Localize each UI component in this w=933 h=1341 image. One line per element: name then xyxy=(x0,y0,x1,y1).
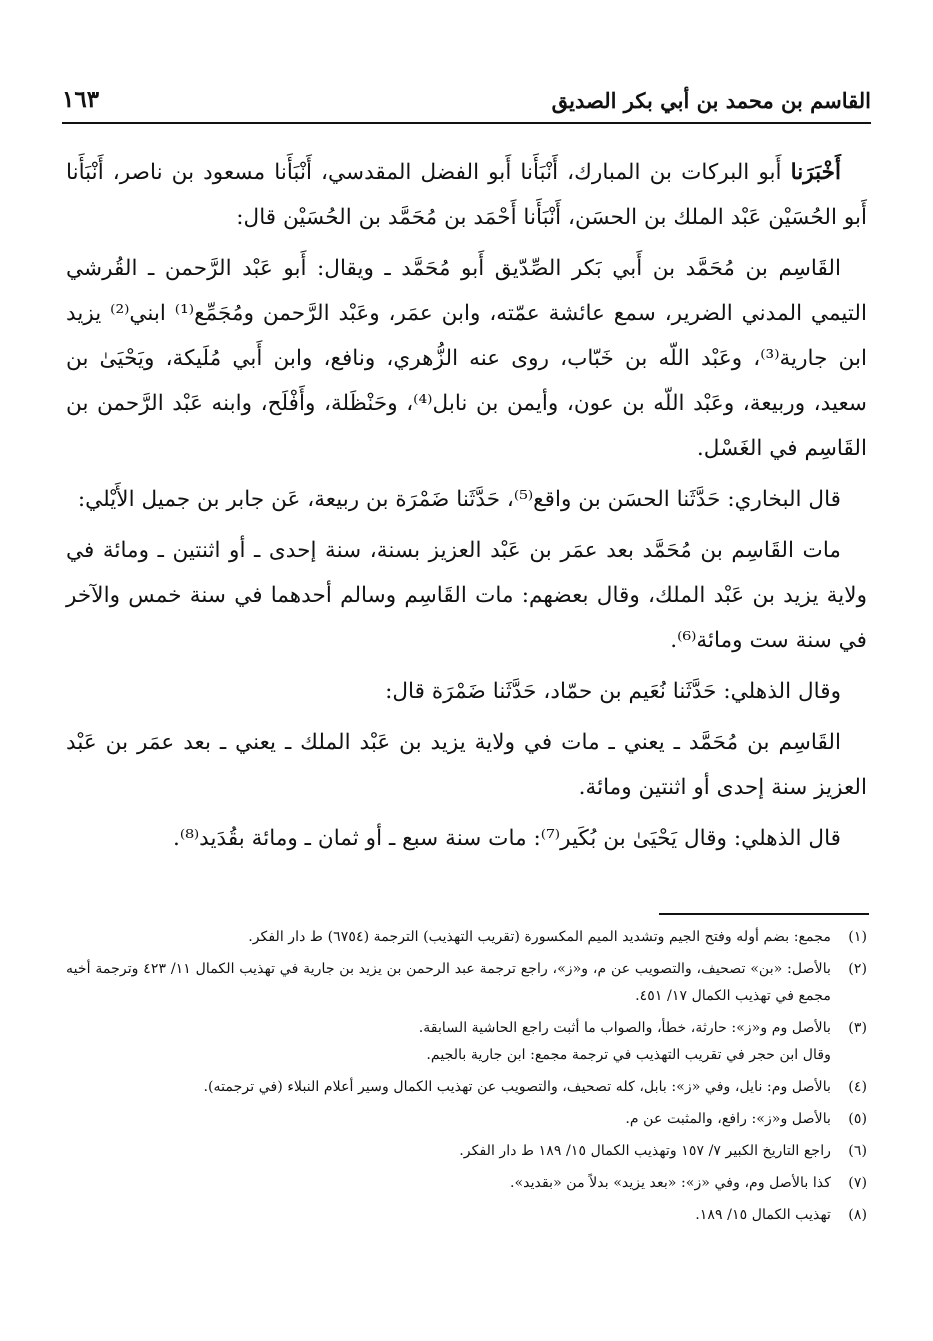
paragraph xyxy=(66,669,867,714)
paragraph xyxy=(66,528,867,663)
footnote-text: تهذيب الكمال ١٥/ ١٨٩. xyxy=(695,1207,831,1223)
footnote xyxy=(66,1202,867,1229)
header-rule xyxy=(62,122,871,124)
footnote-number: (٦) xyxy=(848,1143,867,1159)
footnote-number: (٨) xyxy=(848,1207,867,1223)
footnote-text: مجمع: بضم أوله وفتح الجيم وتشديد الميم المكسورة (تقريب التهذيب) الترجمة (٦٧٥٤) ط دار الفكر. xyxy=(248,929,831,945)
footnote xyxy=(66,1106,867,1133)
footnote-text: بالأصل: «بن» تصحيف، والتصويب عن م، و«ز»، راجع ترجمة عبد الرحمن بن يزيد بن جارية في تهذيب الكمال ١١/ ٤٢٣ وترجمة أخيه مجمع في تهذيب الكمال ١٧/ ٤٥١. xyxy=(66,961,831,1004)
footnote-number: (٧) xyxy=(848,1175,867,1191)
paragraph xyxy=(66,816,867,861)
paragraph xyxy=(66,477,867,522)
footnote-rule xyxy=(659,913,869,915)
footnotes xyxy=(66,924,867,1234)
main-text xyxy=(66,150,867,867)
running-title: القاسم بن محمد بن أبي بكر الصديق xyxy=(551,88,871,113)
paragraph-text: قال البخاري: حَدَّثَنا الحسَن بن واقع⁽⁵⁾، حَدَّثَنا ضَمْرَة بن ربيعة، عَن جابر بن جميل الأَيْلي: xyxy=(77,487,841,512)
footnote-text: راجع التاريخ الكبير ٧/ ١٥٧ وتهذيب الكمال ١٥/ ١٨٩ ط دار الفكر. xyxy=(459,1143,831,1159)
paragraph xyxy=(66,246,867,471)
footnote-number: (٥) xyxy=(848,1111,867,1127)
page-number: ١٦٣ xyxy=(62,86,100,113)
footnote xyxy=(66,924,867,951)
footnote-text: بالأصل وم: نايل، وفي «ز»: بابل، كله تصحيف، والتصويب عن تهذيب الكمال وسير أعلام النبلاء (في ترجمته). xyxy=(203,1079,831,1095)
paragraph xyxy=(66,150,867,240)
footnote-text: وقال ابن حجر في تقريب التهذيب في ترجمة مجمع: ابن جارية بالجيم. xyxy=(426,1047,831,1063)
paragraph-lead: أَخْبَرَنا xyxy=(790,160,841,185)
paragraph-text: أَبو البركات بن المبارك، أَنْبَأَنا أَبو الفضل المقدسي، أَنْبَأَنا مسعود بن ناصر، أَنْبَأَنا أَبو الحُسَيْن عَبْد الملك بن الحسَن، أَنْبَأَنا أَحْمَد بن مُحَمَّد بن الحُسَيْن قال: xyxy=(66,160,867,230)
page-header xyxy=(62,88,871,120)
footnote xyxy=(66,1074,867,1101)
paragraph-text: القَاسِم بن مُحَمَّد بن أَبي بَكر الصِّدّيق أَبو مُحَمَّد ـ ويقال: أَبو عَبْد الرَّحمن ـ القُرشي التيمي المدني الضرير، سمع عائشة عمّته، وابن عمَر، وعَبْد الرَّحمن ومُجَمِّع⁽¹⁾ ابني⁽²⁾ يزيد ابن جارية⁽³⁾، وعَبْد اللّه بن خَبّاب، روى عنه الزُّهري، ونافع، وابن أَبي مُلَيكة، ويَحْيَىٰ بن سعيد، وربيعة، وعَبْد اللّه بن عون، وأيمن بن نابل⁽⁴⁾، وحَنْظَلة، وأَفْلَح، وابنه عَبْد الرَّحمن بن القَاسِم في الغَسْل. xyxy=(66,256,868,461)
footnote-number: (٣) xyxy=(848,1020,867,1036)
footnote xyxy=(66,1170,867,1197)
paragraph-text: قال الذهلي: وقال يَحْيَىٰ بن بُكَير⁽⁷⁾: مات سنة سبع ـ أو ثمان ـ ومائة بقُدَيد⁽⁸⁾. xyxy=(173,826,841,851)
footnote-number: (٤) xyxy=(848,1079,867,1095)
footnote-number: (٢) xyxy=(848,961,867,977)
paragraph-text: مات القَاسِم بن مُحَمَّد بعد عمَر بن عَبْد العزيز بسنة، سنة إحدى ـ أو اثنتين ـ ومائة في ولاية يزيد بن عَبْد الملك، وقال بعضهم: مات القَاسِم وسالم أحدهما في سنة خمس والآخر في سنة ست ومائة⁽⁶⁾. xyxy=(66,538,867,653)
footnote-text: بالأصل وم و«ز»: حارثة، خطأ، والصواب ما أثبت راجع الحاشية السابقة. xyxy=(418,1020,831,1036)
footnote xyxy=(66,956,867,1010)
footnote xyxy=(66,1138,867,1165)
footnote-text: بالأصل و«ز»: رافع، والمثبت عن م. xyxy=(625,1111,831,1127)
footnote-number: (١) xyxy=(848,929,867,945)
footnote xyxy=(66,1015,867,1069)
paragraph-text: وقال الذهلي: حَدَّثَنا نُعَيم بن حمّاد، حَدَّثَنا ضَمْرَة قال: xyxy=(385,679,841,704)
paragraph-text: القَاسِم بن مُحَمَّد ـ يعني ـ مات في ولاية يزيد بن عَبْد الملك ـ يعني ـ بعد عمَر بن عَبْد العزيز سنة إحدى أو اثنتين ومائة. xyxy=(66,730,867,800)
footnote-text: كذا بالأصل وم، وفي «ز»: «بعد يزيد» بدلاً من «بقديد». xyxy=(509,1175,831,1191)
paragraph xyxy=(66,720,867,810)
